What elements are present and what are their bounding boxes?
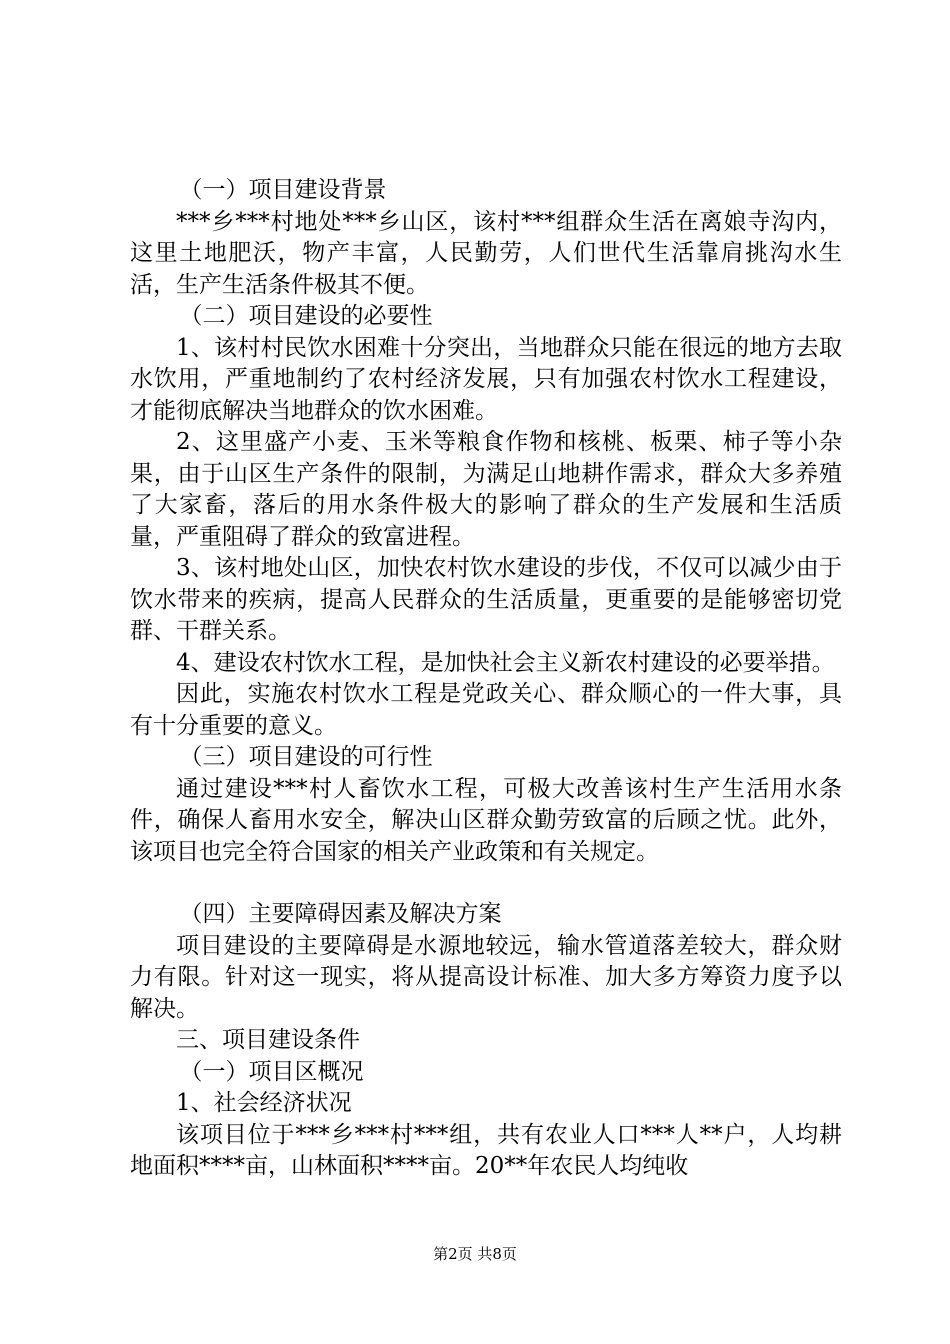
- document-body: [130, 175, 842, 1183]
- page-footer: [0, 1243, 950, 1264]
- section-heading-background: （一）项目建设背景: [179, 177, 387, 203]
- section-heading-obstacles: （四）主要障碍因素及解决方案: [179, 901, 502, 927]
- paragraph-background: ***乡***村地处***乡山区，该村***组群众生活在离娘寺沟内，这里土地肥沃，物产丰富，人民勤劳，人们世代生活靠肩挑沟水生活，生产生活条件极其不便。: [130, 208, 842, 298]
- paragraph-feasibility: 通过建设***村人畜饮水工程，可极大改善该村生产生活用水条件，确保人畜用水安全，解决山区群众勤劳致富的后顾之忧。此外，该项目也完全符合国家的相关产业政策和有关规定。: [130, 775, 842, 865]
- chapter-heading-conditions: 三、项目建设条件: [176, 1027, 360, 1053]
- section-heading-overview: （一）项目区概况: [179, 1058, 364, 1085]
- section-heading-feasibility: （三）项目建设的可行性: [179, 744, 433, 770]
- section-heading-necessity: （二）项目建设的必要性: [179, 303, 433, 329]
- paragraph-necessity-2: 2、这里盛产小麦、玉米等粮食作物和核桃、板栗、柿子等小杂果，由于山区生产条件的限制，为满足山地耕作需求，群众大多养殖了大家畜，落后的用水条件极大的影响了群众的生产发展和生活质量，严重阻碍了群众的致富进程。: [130, 429, 842, 550]
- paragraph-necessity-3: 3、该村地处山区，加快农村饮水建设的步伐，不仅可以减少由于饮水带来的疾病，提高人民群众的生活质量，更重要的是能够密切党群、干群关系。: [130, 555, 842, 644]
- paragraph-conclusion: 因此，实施农村饮水工程是党政关心、群众顺心的一件大事，具有十分重要的意义。: [130, 681, 842, 739]
- paragraph-obstacles: 项目建设的主要障碍是水源地较远，输水管道落差较大，群众财力有限。针对这一现实，将从提高设计标准、加大多方筹资力度予以解决。: [130, 932, 842, 1022]
- paragraph-necessity-1: 1、该村村民饮水困难十分突出，当地群众只能在很远的地方去取水饮用，严重地制约了农村经济发展，只有加强农村饮水工程建设，才能彻底解决当地群众的饮水困难。: [130, 334, 842, 424]
- page-number: 第2页 共8页: [433, 1245, 517, 1263]
- subheading-socioeconomic: 1、社会经济状况: [176, 1090, 352, 1116]
- paragraph-necessity-4: 4、建设农村饮水工程，是加快社会主义新农村建设的必要举措。: [176, 649, 835, 676]
- paragraph-socioeconomic: 该项目位于***乡***村***组，共有农业人口***人**户，人均耕地面积****亩，山林面积****亩。20**年农民人均纯收: [130, 1121, 843, 1179]
